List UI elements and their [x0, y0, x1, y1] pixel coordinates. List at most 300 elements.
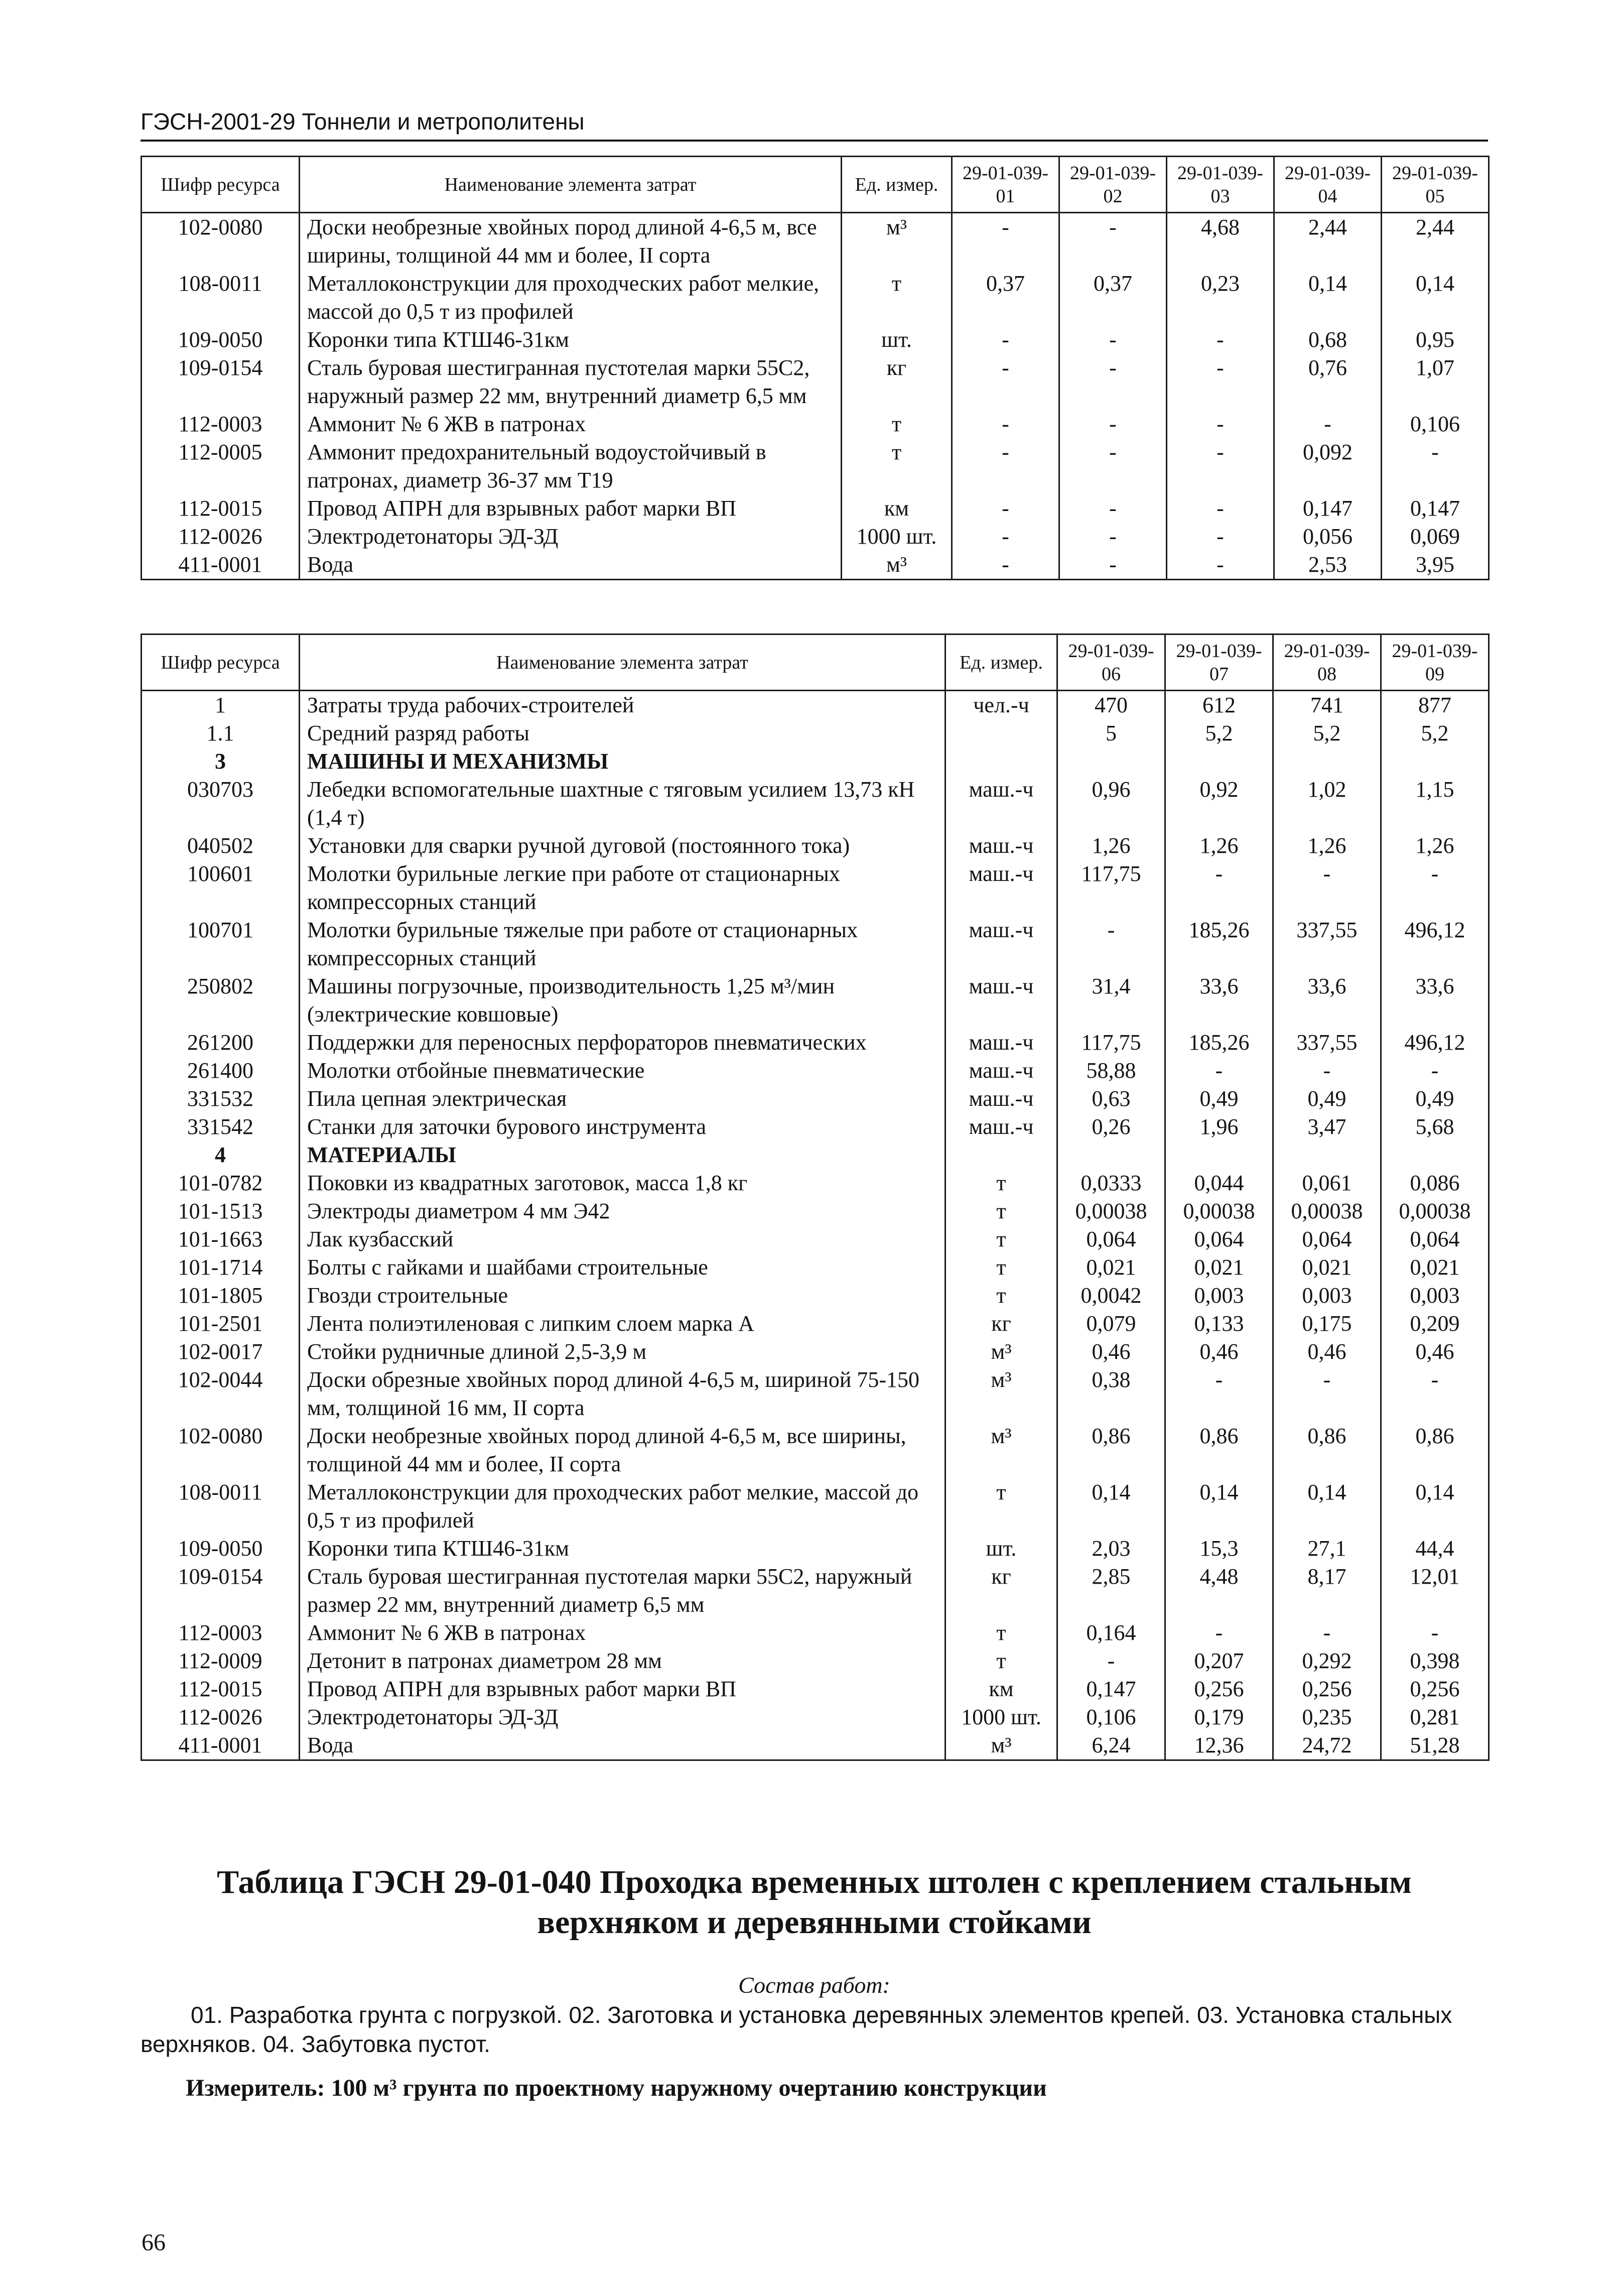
cell-unit: маш.-ч — [946, 1113, 1057, 1141]
cell-code: 101-2501 — [142, 1310, 300, 1338]
cell-unit: маш.-ч — [946, 1057, 1057, 1085]
cell-value — [1165, 747, 1273, 776]
cell-value: 0,26 — [1057, 1113, 1165, 1141]
cell-code: 331532 — [142, 1085, 300, 1113]
cell-value — [1057, 747, 1165, 776]
table-row — [142, 438, 1489, 494]
cell-unit: т — [946, 1169, 1057, 1197]
cell-value: 44,4 — [1381, 1535, 1489, 1563]
cell-code: 101-0782 — [142, 1169, 300, 1197]
cell-name: Сталь буровая шестигранная пустотелая марки 55С2, наружный размер 22 мм, внутренний диаметр 6,5 мм — [300, 354, 842, 410]
column-header: Шифр ресурса — [142, 157, 300, 213]
cell-value — [1273, 747, 1381, 776]
cell-value: 0,064 — [1273, 1225, 1381, 1253]
cell-value: 0,96 — [1057, 776, 1165, 832]
cell-code: 250802 — [142, 972, 300, 1029]
cell-value: 5,2 — [1273, 719, 1381, 747]
cell-value: 0,92 — [1165, 776, 1273, 832]
cell-name: Затраты труда рабочих-строителей — [300, 691, 946, 720]
cell-value: - — [952, 410, 1059, 438]
cell-name: Машины погрузочные, производительность 1,25 м³/мин (электрические ковшовые) — [300, 972, 946, 1029]
column-header: 29-01-039-08 — [1273, 634, 1381, 691]
cell-value: 185,26 — [1165, 1029, 1273, 1057]
cell-unit: м³ — [946, 1731, 1057, 1760]
cell-value: 0,00038 — [1273, 1197, 1381, 1225]
cell-value: 33,6 — [1165, 972, 1273, 1029]
cell-name: Провод АПРН для взрывных работ марки ВП — [300, 494, 842, 523]
cell-value: 0,37 — [1059, 270, 1167, 326]
cell-value: - — [1165, 1366, 1273, 1422]
cell-value: - — [1381, 1366, 1489, 1422]
cell-value: - — [1059, 410, 1167, 438]
cell-code: 102-0017 — [142, 1338, 300, 1366]
cell-value: - — [1165, 860, 1273, 916]
cell-value: 6,24 — [1057, 1731, 1165, 1760]
cell-value: - — [1165, 1619, 1273, 1647]
cell-value: - — [952, 494, 1059, 523]
cell-value: 1,15 — [1381, 776, 1489, 832]
table-header-row — [142, 634, 1489, 691]
cell-value: 0,95 — [1382, 326, 1489, 354]
cell-code: 112-0003 — [142, 410, 300, 438]
cell-name: Гвозди строительные — [300, 1282, 946, 1310]
cell-value: 0,021 — [1057, 1253, 1165, 1282]
cell-name: Доски обрезные хвойных пород длиной 4-6,5 м, шириной 75-150 мм, толщиной 16 мм, II сорта — [300, 1366, 946, 1422]
table-row — [142, 1478, 1489, 1535]
cell-value: 337,55 — [1273, 1029, 1381, 1057]
table-row — [142, 1057, 1489, 1085]
table-row — [142, 1085, 1489, 1113]
column-header: 29-01-039-05 — [1382, 157, 1489, 213]
cell-code: 100701 — [142, 916, 300, 972]
cell-value: 2,53 — [1274, 551, 1382, 580]
cell-value: 3,47 — [1273, 1113, 1381, 1141]
column-header: 29-01-039-09 — [1381, 634, 1489, 691]
cell-value: 0,069 — [1382, 523, 1489, 551]
cell-value: 1,02 — [1273, 776, 1381, 832]
table-row — [142, 1197, 1489, 1225]
table-row — [142, 270, 1489, 326]
cell-code: 3 — [142, 747, 300, 776]
cell-code: 102-0080 — [142, 213, 300, 270]
cell-value: - — [1167, 551, 1274, 580]
cell-value: - — [1382, 438, 1489, 494]
cell-value: - — [1059, 523, 1167, 551]
cell-name: Стойки рудничные длиной 2,5-3,9 м — [300, 1338, 946, 1366]
cell-value: 1,26 — [1057, 832, 1165, 860]
cell-unit — [946, 747, 1057, 776]
cell-unit: кг — [946, 1563, 1057, 1619]
cell-value: 0,76 — [1274, 354, 1382, 410]
cell-unit: т — [842, 410, 952, 438]
resource-table-2 — [141, 633, 1490, 1761]
cell-value: 0,147 — [1057, 1675, 1165, 1703]
cell-value: 0,14 — [1057, 1478, 1165, 1535]
table-row — [142, 494, 1489, 523]
cell-unit: м³ — [946, 1422, 1057, 1478]
cell-value: 0,49 — [1273, 1085, 1381, 1113]
cell-unit: т — [946, 1647, 1057, 1675]
cell-code: 109-0154 — [142, 1563, 300, 1619]
cell-value: 0,147 — [1382, 494, 1489, 523]
cell-name: Средний разряд работы — [300, 719, 946, 747]
cell-name: Лебедки вспомогательные шахтные с тяговым усилием 13,73 кН (1,4 т) — [300, 776, 946, 832]
cell-unit — [946, 1141, 1057, 1169]
cell-value: - — [952, 354, 1059, 410]
cell-value: - — [1167, 326, 1274, 354]
cell-unit: м³ — [946, 1338, 1057, 1366]
cell-unit: кг — [946, 1310, 1057, 1338]
cell-code: 331542 — [142, 1113, 300, 1141]
cell-unit: 1000 шт. — [842, 523, 952, 551]
cell-value: 0,164 — [1057, 1619, 1165, 1647]
cell-value: 0,044 — [1165, 1169, 1273, 1197]
cell-name: Коронки типа КТШ46-31км — [300, 326, 842, 354]
cell-name: Провод АПРН для взрывных работ марки ВП — [300, 1675, 946, 1703]
cell-name: Поковки из квадратных заготовок, масса 1,8 кг — [300, 1169, 946, 1197]
cell-code: 411-0001 — [142, 1731, 300, 1760]
cell-code: 102-0080 — [142, 1422, 300, 1478]
cell-value — [1057, 1141, 1165, 1169]
cell-code: 102-0044 — [142, 1366, 300, 1422]
cell-value: 2,44 — [1382, 213, 1489, 270]
cell-name: Металлоконструкции для проходческих работ мелкие, массой до 0,5 т из профилей — [300, 1478, 946, 1535]
section-row — [142, 1141, 1489, 1169]
cell-value: 0,003 — [1273, 1282, 1381, 1310]
cell-value — [1165, 1141, 1273, 1169]
cell-value: 0,14 — [1273, 1478, 1381, 1535]
table-row — [142, 1647, 1489, 1675]
cell-code: 109-0154 — [142, 354, 300, 410]
cell-name: Электроды диаметром 4 мм Э42 — [300, 1197, 946, 1225]
cell-value — [1273, 1141, 1381, 1169]
cell-value: 0,207 — [1165, 1647, 1273, 1675]
cell-name: Аммонит № 6 ЖВ в патронах — [300, 410, 842, 438]
cell-value: - — [1381, 1619, 1489, 1647]
cell-value: 0,00038 — [1381, 1197, 1489, 1225]
cell-value: - — [1274, 410, 1382, 438]
cell-code: 101-1714 — [142, 1253, 300, 1282]
cell-code: 112-0026 — [142, 1703, 300, 1731]
composition-text: 01. Разработка грунта с погрузкой. 02. Заготовка и установка деревянных элементов крепей. 03. Установка стальных верхняков. 04. Забутовка пустот. — [141, 2002, 1452, 2057]
cell-value: 0,147 — [1274, 494, 1382, 523]
cell-value: 5,2 — [1381, 719, 1489, 747]
cell-unit: маш.-ч — [946, 1029, 1057, 1057]
cell-value: 0,86 — [1165, 1422, 1273, 1478]
cell-value: 0,179 — [1165, 1703, 1273, 1731]
cell-value: 0,064 — [1165, 1225, 1273, 1253]
cell-value: - — [1167, 354, 1274, 410]
cell-value: - — [1059, 326, 1167, 354]
cell-value: - — [1273, 860, 1381, 916]
cell-name: Станки для заточки бурового инструмента — [300, 1113, 946, 1141]
cell-value: 0,256 — [1381, 1675, 1489, 1703]
cell-value: 0,175 — [1273, 1310, 1381, 1338]
cell-name: МАШИНЫ И МЕХАНИЗМЫ — [300, 747, 946, 776]
column-header: Ед. измер. — [946, 634, 1057, 691]
cell-value: 3,95 — [1382, 551, 1489, 580]
cell-name: Электродетонаторы ЭД-ЗД — [300, 1703, 946, 1731]
table-row — [142, 1703, 1489, 1731]
cell-value: 0,00038 — [1057, 1197, 1165, 1225]
cell-value: 0,0042 — [1057, 1282, 1165, 1310]
table-row — [142, 860, 1489, 916]
cell-name: Сталь буровая шестигранная пустотелая марки 55С2, наружный размер 22 мм, внутренний диаметр 6,5 мм — [300, 1563, 946, 1619]
cell-value: 612 — [1165, 691, 1273, 720]
cell-value: 1,26 — [1273, 832, 1381, 860]
table-row — [142, 1169, 1489, 1197]
cell-name: МАТЕРИАЛЫ — [300, 1141, 946, 1169]
cell-value: 470 — [1057, 691, 1165, 720]
table-row — [142, 1619, 1489, 1647]
table-row — [142, 1113, 1489, 1141]
section-title: Таблица ГЭСН 29-01-040 Проходка временных штолен с креплением стальным верхняком и деревянными стойками — [217, 1864, 1412, 1941]
cell-value: - — [1381, 1057, 1489, 1085]
cell-unit: м³ — [946, 1366, 1057, 1422]
table-row — [142, 916, 1489, 972]
cell-unit: т — [842, 270, 952, 326]
cell-code: 040502 — [142, 832, 300, 860]
cell-value: - — [1381, 860, 1489, 916]
cell-value: 51,28 — [1381, 1731, 1489, 1760]
composition-caption: Состав работ: — [738, 1972, 890, 1998]
cell-value: - — [1059, 551, 1167, 580]
cell-unit: маш.-ч — [946, 1085, 1057, 1113]
cell-value: 15,3 — [1165, 1535, 1273, 1563]
cell-value: - — [952, 326, 1059, 354]
cell-code: 101-1663 — [142, 1225, 300, 1253]
cell-code: 112-0015 — [142, 1675, 300, 1703]
cell-unit: шт. — [946, 1535, 1057, 1563]
cell-value: 5 — [1057, 719, 1165, 747]
cell-unit: т — [946, 1253, 1057, 1282]
cell-name: Доски необрезные хвойных пород длиной 4-6,5 м, все ширины, толщиной 44 мм и более, II сорта — [300, 213, 842, 270]
cell-value: 33,6 — [1381, 972, 1489, 1029]
cell-value: 8,17 — [1273, 1563, 1381, 1619]
cell-value: 0,056 — [1274, 523, 1382, 551]
cell-unit: маш.-ч — [946, 776, 1057, 832]
cell-unit: м³ — [842, 213, 952, 270]
cell-name: Болты с гайками и шайбами строительные — [300, 1253, 946, 1282]
column-header: 29-01-039-01 — [952, 157, 1059, 213]
cell-value: - — [1167, 494, 1274, 523]
column-header: Наименование элемента затрат — [300, 157, 842, 213]
cell-value: 5,68 — [1381, 1113, 1489, 1141]
cell-value: 2,85 — [1057, 1563, 1165, 1619]
cell-value: - — [1059, 438, 1167, 494]
cell-value: 0,86 — [1273, 1422, 1381, 1478]
cell-value: 0,106 — [1382, 410, 1489, 438]
cell-value: 0,292 — [1273, 1647, 1381, 1675]
table-row — [142, 1253, 1489, 1282]
cell-value: 0,003 — [1381, 1282, 1489, 1310]
cell-code: 112-0026 — [142, 523, 300, 551]
cell-name: Молотки бурильные тяжелые при работе от стационарных компрессорных станций — [300, 916, 946, 972]
table-row — [142, 213, 1489, 270]
table-row — [142, 326, 1489, 354]
table-row — [142, 1563, 1489, 1619]
cell-code: 101-1513 — [142, 1197, 300, 1225]
cell-value: 0,209 — [1381, 1310, 1489, 1338]
cell-unit: т — [946, 1225, 1057, 1253]
cell-name: Доски необрезные хвойных пород длиной 4-6,5 м, все ширины, толщиной 44 мм и более, II сорта — [300, 1422, 946, 1478]
cell-value: 0,14 — [1382, 270, 1489, 326]
cell-value: 12,36 — [1165, 1731, 1273, 1760]
cell-name: Установки для сварки ручной дуговой (постоянного тока) — [300, 832, 946, 860]
table-row — [142, 776, 1489, 832]
cell-code: 1 — [142, 691, 300, 720]
cell-unit: т — [946, 1619, 1057, 1647]
cell-unit: км — [842, 494, 952, 523]
cell-name: Лак кузбасский — [300, 1225, 946, 1253]
cell-unit: 1000 шт. — [946, 1703, 1057, 1731]
cell-value: 0,68 — [1274, 326, 1382, 354]
cell-name: Аммонит № 6 ЖВ в патронах — [300, 1619, 946, 1647]
table-row — [142, 1675, 1489, 1703]
cell-code: 030703 — [142, 776, 300, 832]
cell-code: 261400 — [142, 1057, 300, 1085]
cell-value: 496,12 — [1381, 916, 1489, 972]
resource-table-1 — [141, 156, 1490, 580]
cell-value: 0,46 — [1165, 1338, 1273, 1366]
cell-value: - — [1059, 494, 1167, 523]
cell-name: Молотки бурильные легкие при работе от стационарных компрессорных станций — [300, 860, 946, 916]
cell-value — [1381, 1141, 1489, 1169]
table-row — [142, 1310, 1489, 1338]
cell-value: 0,46 — [1273, 1338, 1381, 1366]
cell-unit: чел.-ч — [946, 691, 1057, 720]
table-body — [142, 691, 1489, 1760]
cell-value: 0,021 — [1273, 1253, 1381, 1282]
cell-unit: кг — [842, 354, 952, 410]
cell-value: 877 — [1381, 691, 1489, 720]
cell-value: 0,079 — [1057, 1310, 1165, 1338]
cell-unit: маш.-ч — [946, 916, 1057, 972]
cell-value: 0,86 — [1381, 1422, 1489, 1478]
cell-value: 1,96 — [1165, 1113, 1273, 1141]
cell-unit: маш.-ч — [946, 832, 1057, 860]
cell-code: 109-0050 — [142, 1535, 300, 1563]
cell-name: Электродетонаторы ЭД-ЗД — [300, 523, 842, 551]
cell-value: 0,63 — [1057, 1085, 1165, 1113]
cell-value: 117,75 — [1057, 1029, 1165, 1057]
cell-value — [1381, 747, 1489, 776]
table-header-row — [142, 157, 1489, 213]
cell-unit: шт. — [842, 326, 952, 354]
column-header: Ед. измер. — [842, 157, 952, 213]
table-row — [142, 1731, 1489, 1760]
cell-code: 108-0011 — [142, 1478, 300, 1535]
cell-value: 1,26 — [1165, 832, 1273, 860]
cell-value: 0,061 — [1273, 1169, 1381, 1197]
cell-unit: м³ — [842, 551, 952, 580]
cell-code: 100601 — [142, 860, 300, 916]
cell-value: 33,6 — [1273, 972, 1381, 1029]
table-row — [142, 410, 1489, 438]
cell-value: 0,021 — [1165, 1253, 1273, 1282]
cell-value: 4,48 — [1165, 1563, 1273, 1619]
cell-code: 411-0001 — [142, 551, 300, 580]
cell-value: 0,021 — [1381, 1253, 1489, 1282]
cell-value: - — [952, 213, 1059, 270]
cell-value: - — [1057, 1647, 1165, 1675]
cell-name: Детонит в патронах диаметром 28 мм — [300, 1647, 946, 1675]
table-row — [142, 972, 1489, 1029]
column-header: 29-01-039-03 — [1167, 157, 1274, 213]
cell-unit: т — [842, 438, 952, 494]
cell-value: 0,14 — [1274, 270, 1382, 326]
cell-value: 0,00038 — [1165, 1197, 1273, 1225]
cell-value: - — [952, 438, 1059, 494]
cell-code: 101-1805 — [142, 1282, 300, 1310]
cell-value: 1,07 — [1382, 354, 1489, 410]
cell-value: 0,14 — [1165, 1478, 1273, 1535]
column-header: 29-01-039-06 — [1057, 634, 1165, 691]
cell-value: 0,133 — [1165, 1310, 1273, 1338]
cell-value: 0,0333 — [1057, 1169, 1165, 1197]
cell-value: - — [1167, 438, 1274, 494]
cell-value: - — [1165, 1057, 1273, 1085]
cell-value: - — [1057, 916, 1165, 972]
cell-unit: т — [946, 1197, 1057, 1225]
cell-name: Металлоконструкции для проходческих работ мелкие, массой до 0,5 т из профилей — [300, 270, 842, 326]
page-number: 66 — [142, 2229, 166, 2256]
cell-value: 741 — [1273, 691, 1381, 720]
cell-value: 2,44 — [1274, 213, 1382, 270]
cell-code: 261200 — [142, 1029, 300, 1057]
cell-code: 112-0003 — [142, 1619, 300, 1647]
cell-value: 0,38 — [1057, 1366, 1165, 1422]
section-row — [142, 747, 1489, 776]
cell-value: 5,2 — [1165, 719, 1273, 747]
measure-text: Измеритель: 100 м³ грунта по проектному наружному очертанию конструкции — [186, 2075, 1047, 2101]
cell-unit: км — [946, 1675, 1057, 1703]
table-row — [142, 1366, 1489, 1422]
cell-value: 1,26 — [1381, 832, 1489, 860]
table-row — [142, 1029, 1489, 1057]
cell-value: 31,4 — [1057, 972, 1165, 1029]
cell-value: 0,235 — [1273, 1703, 1381, 1731]
cell-value: - — [1273, 1366, 1381, 1422]
table-row — [142, 523, 1489, 551]
cell-unit: т — [946, 1282, 1057, 1310]
cell-value: 0,86 — [1057, 1422, 1165, 1478]
cell-value: 0,49 — [1381, 1085, 1489, 1113]
table-row — [142, 719, 1489, 747]
cell-value: 0,398 — [1381, 1647, 1489, 1675]
cell-value: - — [1059, 354, 1167, 410]
cell-unit: т — [946, 1478, 1057, 1535]
cell-code: 112-0009 — [142, 1647, 300, 1675]
table-row — [142, 354, 1489, 410]
cell-unit — [946, 719, 1057, 747]
table-row — [142, 1282, 1489, 1310]
cell-value: 0,281 — [1381, 1703, 1489, 1731]
cell-value: - — [952, 551, 1059, 580]
cell-name: Пила цепная электрическая — [300, 1085, 946, 1113]
cell-value: - — [1273, 1057, 1381, 1085]
cell-value: 0,003 — [1165, 1282, 1273, 1310]
cell-value: 0,46 — [1057, 1338, 1165, 1366]
cell-code: 109-0050 — [142, 326, 300, 354]
cell-name: Вода — [300, 551, 842, 580]
cell-value: 0,23 — [1167, 270, 1274, 326]
cell-value: - — [1167, 523, 1274, 551]
column-header: Шифр ресурса — [142, 634, 300, 691]
cell-value: 496,12 — [1381, 1029, 1489, 1057]
column-header: 29-01-039-04 — [1274, 157, 1382, 213]
cell-value: 0,106 — [1057, 1703, 1165, 1731]
